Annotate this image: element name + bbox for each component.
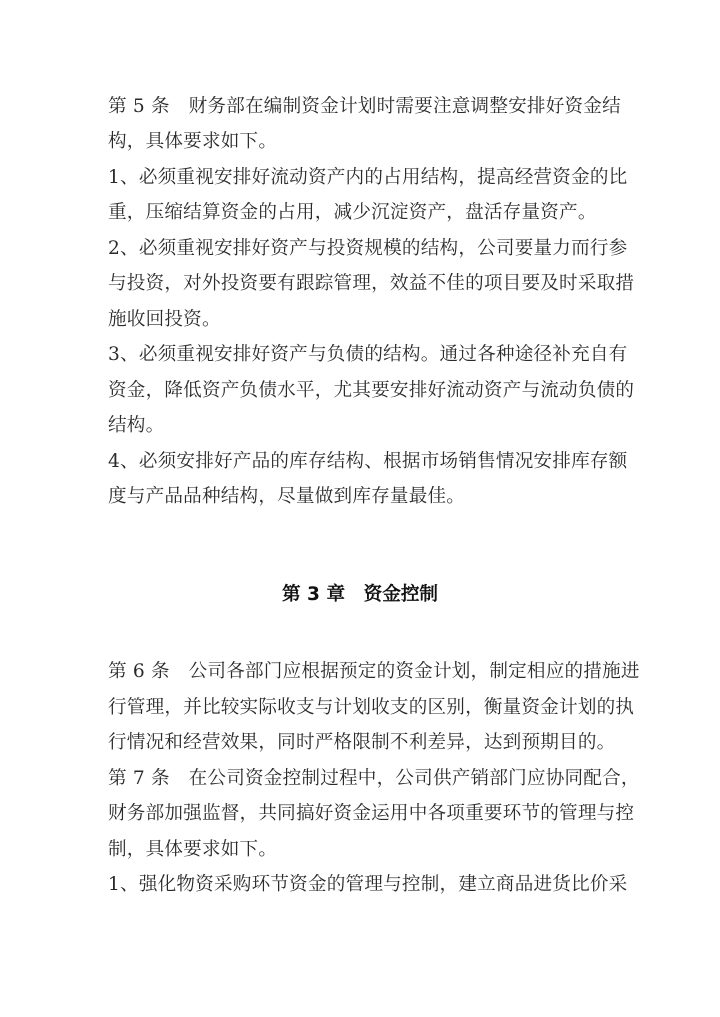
- text-line: 与投资，对外投资要有跟踪管理，效益不佳的项目要及时采取措: [108, 273, 635, 294]
- text-line: 制，具体要求如下。: [108, 839, 278, 860]
- text-line: 第 7 条 在公司资金控制过程中，公司供产销部门应协同配合，: [108, 768, 640, 789]
- text-line: 行管理，并比较实际收支与计划收支的区别，衡量资金计划的执: [108, 697, 635, 718]
- list-item-1: 1、强化物资采购环节资金的管理与控制，建立商品进货比价采: [108, 874, 628, 895]
- list-item-1: 1、必须重视安排好流动资产内的占用结构，提高经营资金的比: [108, 167, 628, 188]
- text-line: 资金，降低资产负债水平，尤其要安排好流动资产与流动负债的: [108, 380, 635, 401]
- text-line: 第 5 条 财务部在编制资金计划时需要注意调整安排好资金结: [108, 96, 621, 117]
- list-item-4: 4、必须安排好产品的库存结构、根据市场销售情况安排库存额: [108, 451, 628, 472]
- text-line: 第 6 条 公司各部门应根据预定的资金计划，制定相应的措施进: [108, 661, 640, 682]
- text-line: 施收回投资。: [108, 309, 221, 330]
- text-line: 度与产品品种结构，尽量做到库存量最佳。: [108, 486, 466, 507]
- chapter-heading: 第 3 章 资金控制: [281, 584, 439, 605]
- text-line: 行情况和经营效果，同时严格限制不利差异，达到预期目的。: [108, 732, 616, 753]
- text-line: 财务部加强监督，共同搞好资金运用中各项重要环节的管理与控: [108, 803, 635, 824]
- list-item-3: 3、必须重视安排好资产与负债的结构。通过各种途径补充自有: [108, 344, 628, 365]
- list-item-2: 2、必须重视安排好资产与投资规模的结构，公司要量力而行参: [108, 238, 628, 259]
- text-line: 结构。: [108, 415, 165, 436]
- text-line: 构，具体要求如下。: [108, 131, 278, 152]
- text-line: 重，压缩结算资金的占用，减少沉淀资产，盘活存量资产。: [108, 202, 597, 223]
